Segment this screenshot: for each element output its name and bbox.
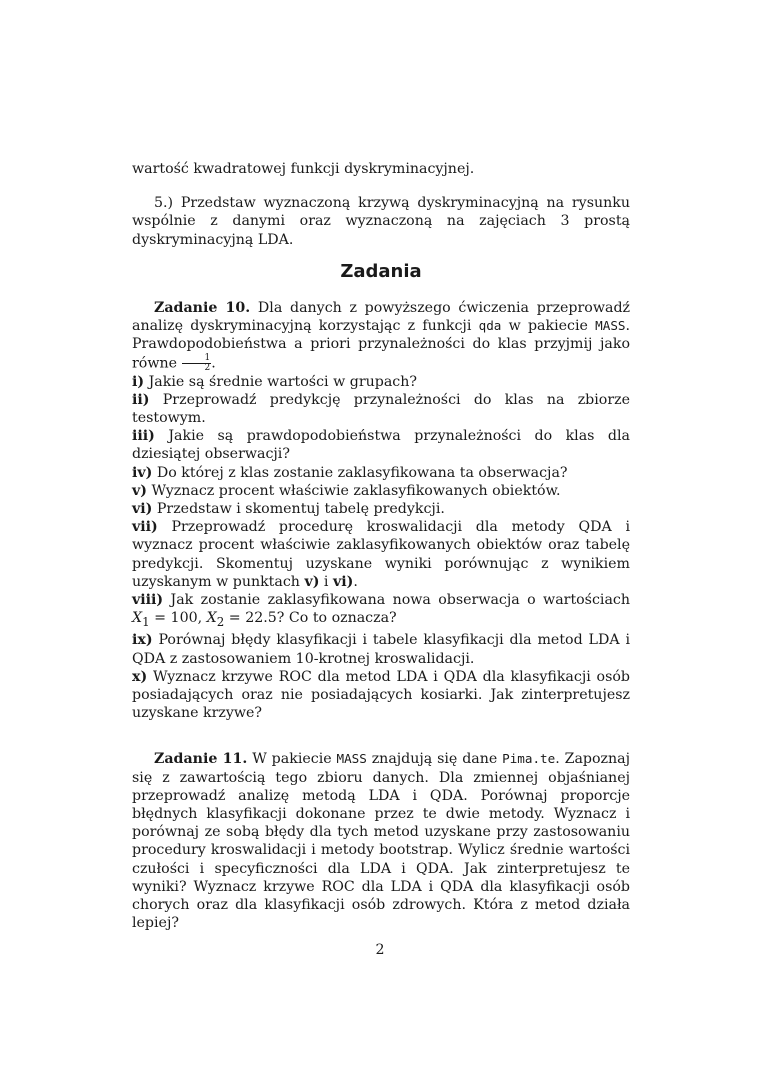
task-10-text-3: . Prawdopodobieństwa a priori przynależności do klas przyjmij jako równe (132, 318, 631, 372)
code-qda: qda (478, 318, 502, 334)
code-mass: MASS (595, 318, 626, 334)
item-label: ix) (132, 632, 153, 649)
list-item-vii (132, 518, 630, 591)
item-text: . (353, 573, 358, 590)
task-10-text-2: w pakiecie (501, 318, 596, 335)
variable-subscript: 1 (142, 615, 150, 630)
task-11-label: Zadanie 11. (154, 751, 248, 768)
page-number: 2 (375, 942, 385, 958)
fraction-numerator: 1 (182, 354, 212, 364)
item-label: viii) (132, 592, 164, 609)
fraction-denominator: 2 (204, 362, 211, 373)
task-11-text (132, 750, 630, 932)
item-label: ii) (132, 391, 150, 408)
item-label: iv) (132, 464, 153, 481)
item-label: v) (132, 482, 147, 499)
task-11-text-3: . Zapoznaj się z zawartością tego zbioru danych. Dla zmiennej objaśnianej przeprowadź analizę metodą LDA i QDA. Porównaj proporcje błędnych klasyfikacji dokonane przez te dwie metody. Wyznacz i porównaj ze sobą błędy dla tych metod uzyskane przy zastosowaniu procedury kroswalidacji i metody bootstrap. Wylicz średnie wartości czułości i specyficzności dla LDA i QDA. Jak zinterpretujesz te wyniki? Wyznacz krzywe ROC dla LDA i QDA dla klasyfikacji osób chorych oraz dla klasyfikacji osób zdrowych. Która z metod działa lepiej? (132, 751, 631, 932)
list-item (132, 427, 630, 463)
task-10-label: Zadanie 10. (154, 300, 251, 317)
list-item-viii (132, 591, 630, 631)
item-text: Wyznacz krzywe ROC dla metod LDA i QDA dla klasyfikacji osób posiadających oraz nie posiadających kosiarki. Jak zinterpretujesz uzyskane krzywe? (132, 668, 630, 722)
task-10-text-4: . (211, 355, 216, 372)
item-text: Do której z klas zostanie zaklasyfikowana ta obserwacja? (152, 464, 568, 481)
variable-subscript: 2 (216, 615, 225, 630)
code-pima-te: Pima.te (502, 751, 556, 767)
item-text: Przedstaw i skomentuj tabelę predykcji. (152, 501, 445, 518)
task-11-text-1: W pakiecie (247, 751, 337, 768)
task-11-text-2: znajdują się dane (366, 751, 503, 768)
item-label: i) (132, 373, 145, 390)
item-text: Wyznacz procent właściwie zaklasyfikowanych obiektów. (146, 482, 561, 499)
code-mass: MASS (336, 751, 367, 767)
item-label: x) (132, 668, 148, 685)
item-reference: v) (304, 573, 320, 590)
list-item (132, 631, 630, 667)
fraction-one-half (182, 354, 212, 373)
task-11 (132, 750, 630, 932)
continuation-text: wartość kwadratowej funkcji dyskryminacyjnej. (132, 161, 475, 177)
variable-x: X (132, 610, 143, 627)
item-text: = 100, (149, 610, 203, 627)
task-10-intro (132, 299, 630, 373)
item-text: i (319, 573, 333, 590)
list-item (132, 373, 630, 391)
page-body (132, 160, 630, 932)
item-reference: vi) (332, 573, 354, 590)
list-item (132, 464, 630, 482)
item-text: Jakie są średnie wartości w grupach? (144, 373, 417, 390)
list-item (132, 482, 630, 500)
item-text: Przeprowadź procedurę kroswalidacji dla metody QDA i wyznacz procent właściwie zaklasyfikowanych obiektów oraz tabelę predykcji. Skomentuj uzyskane wyniki porównując z wynikiem uzyskanym w punktach (132, 519, 630, 590)
item-text: Jak zostanie zaklasyfikowana nowa obserwacja o wartościach (163, 592, 630, 609)
task-10 (132, 299, 630, 722)
section-title: Zadania (340, 260, 422, 282)
variable-x: X (206, 610, 217, 627)
item-label: vii) (132, 519, 158, 536)
item-label: iii) (132, 428, 155, 445)
item-text: Przeprowadź predykcję przynależności do klas na zbiorze testowym. (132, 391, 630, 427)
list-item (132, 500, 630, 518)
item-text: Porównaj błędy klasyfikacji i tabele klasyfikacji dla metod LDA i QDA z zastosowaniem 10-krotnej kroswalidacji. (132, 632, 630, 667)
item-text: Jakie są prawdopodobieństwa przynależności do klas dla dziesiątej obserwacji? (132, 428, 630, 463)
list-item (132, 391, 630, 427)
item-label: vi) (132, 501, 153, 518)
item-text: = 22.5? Co to oznacza? (224, 610, 397, 627)
task-10-text-1: Dla danych z powyższego ćwiczenia przeprowadź analizę dyskryminacyjną korzystając z funkcji (132, 300, 631, 335)
step-5-text: 5.) Przedstaw wyznaczoną krzywą dyskryminacyjną na rysunku wspólnie z danymi oraz wyznaczoną na zajęciach 3 prostą dyskryminacyjną LDA. (132, 195, 630, 248)
list-item (132, 668, 630, 723)
